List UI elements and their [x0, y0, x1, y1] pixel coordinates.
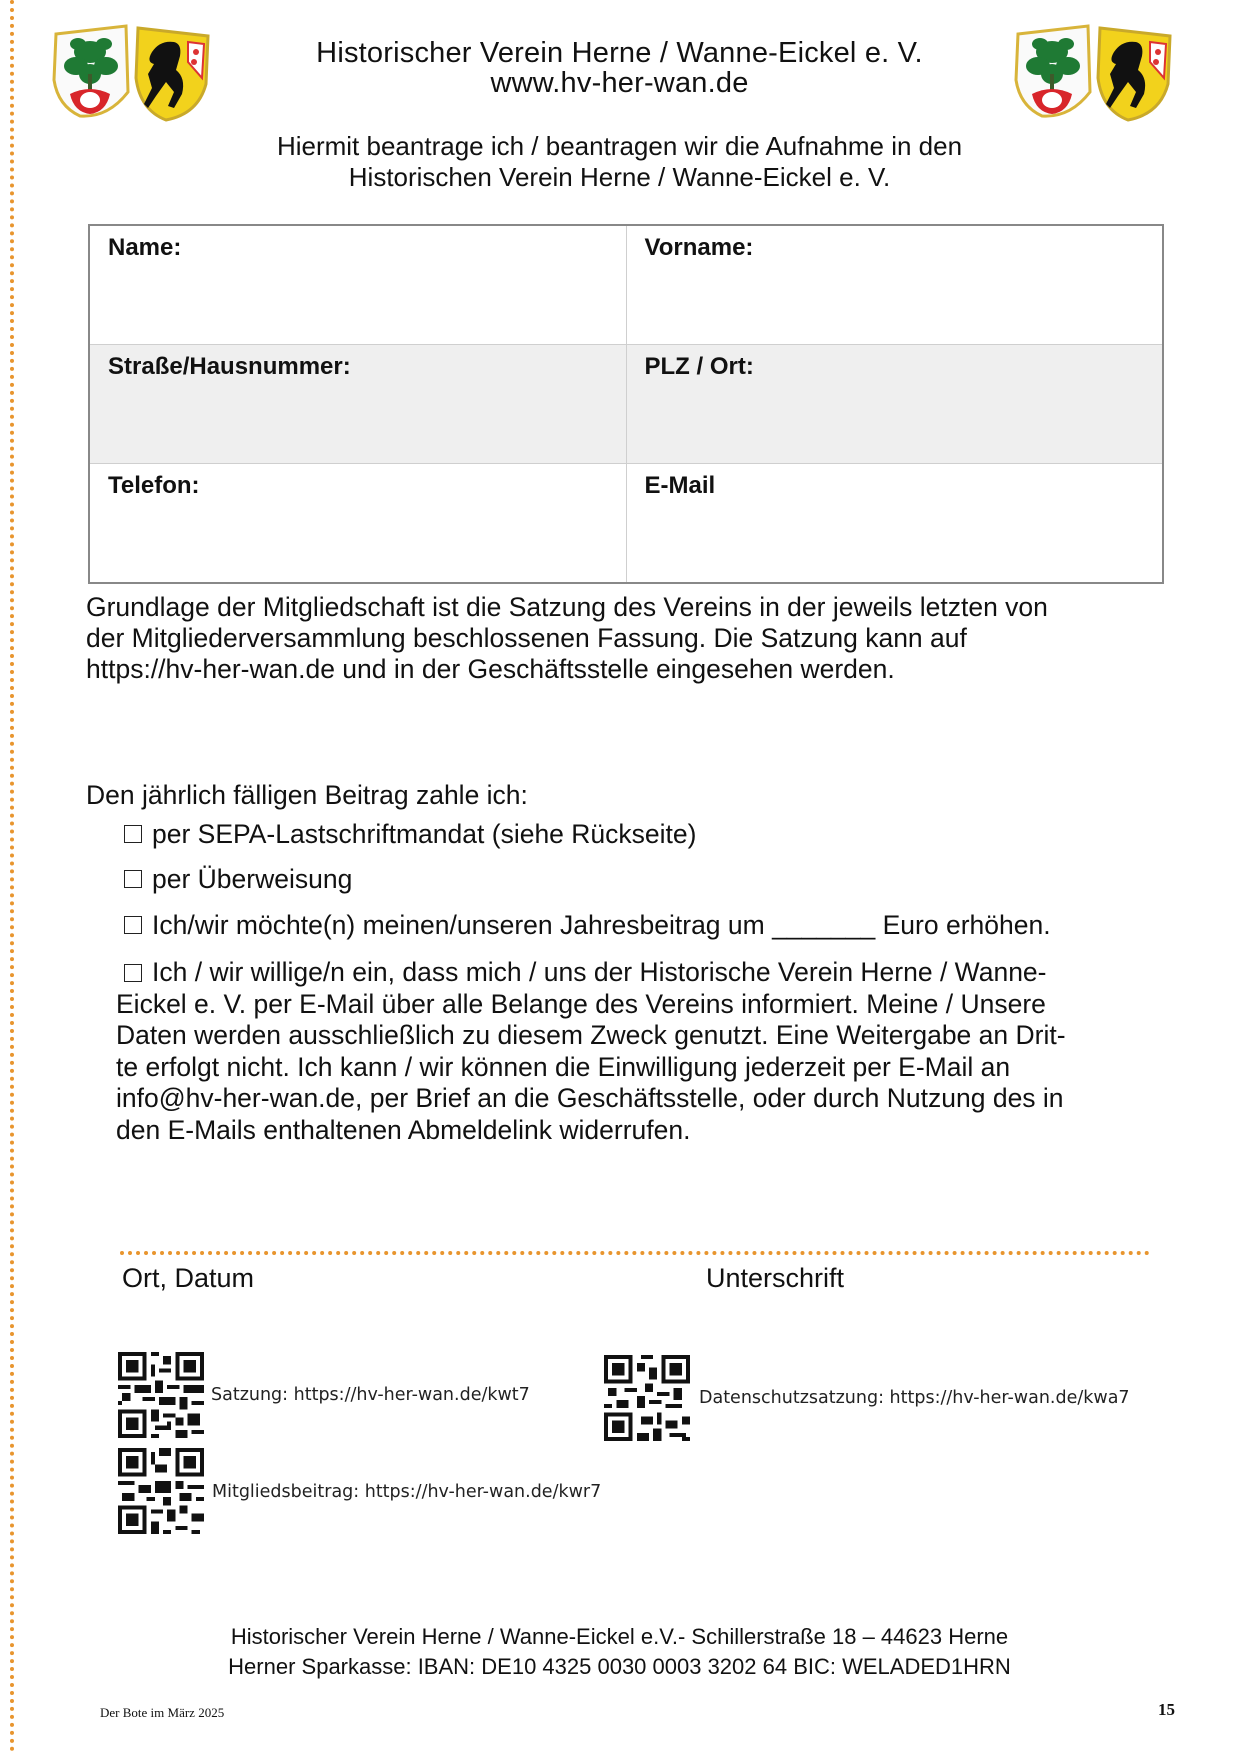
field-label: Telefon:: [108, 472, 200, 499]
signature-dotted-line: [120, 1251, 1150, 1255]
footer-address: Historischer Verein Herne / Wanne-Eickel e.V.- Schillerstraße 18 – 44623 Herne: [230, 1624, 1009, 1649]
street-field[interactable]: [89, 345, 626, 464]
checkbox-icon[interactable]: [124, 964, 142, 982]
phone-field[interactable]: [89, 464, 626, 584]
zip-city-field[interactable]: [626, 345, 1163, 464]
checkbox-icon[interactable]: [124, 870, 142, 888]
payment-option-increase[interactable]: [124, 909, 1051, 941]
qr-link-datenschutz[interactable]: Datenschutzsatzung: https://hv-her-wan.de/kwa7: [699, 1388, 1130, 1408]
form-row-contact: [89, 464, 1163, 584]
checkbox-icon[interactable]: [124, 916, 142, 934]
text-line: Grundlage der Mitgliedschaft ist die Satzung des Vereins in der jeweils letzten von: [86, 592, 1048, 622]
form-row-address: [89, 345, 1163, 464]
page-number: 15: [1158, 1700, 1175, 1719]
consent-line: Daten werden ausschließlich zu diesem Zweck genutzt. Eine Weitergabe an Drit-: [116, 1020, 1066, 1050]
option-label: per Überweisung: [152, 864, 353, 894]
field-label: Straße/Hausnummer:: [108, 353, 351, 380]
qr-link-mitgliedsbeitrag[interactable]: Mitgliedsbeitrag: https://hv-her-wan.de/kwr7: [212, 1482, 602, 1502]
field-label: E-Mail: [644, 472, 716, 499]
qr-link-satzung[interactable]: Satzung: https://hv-her-wan.de/kwt7: [211, 1385, 530, 1405]
consent-line: te erfolgt nicht. Ich kann / wir können die Einwilligung jederzeit per E-Mail an: [116, 1051, 1011, 1082]
field-label: Name:: [108, 234, 182, 261]
email-field[interactable]: [626, 464, 1163, 584]
text-line: der Mitgliederversammlung beschlossenen Fassung. Die Satzung kann auf: [86, 623, 967, 653]
intro-line: Hiermit beantrage ich / beantragen wir die Aufnahme in den: [276, 131, 963, 161]
form-row-name: [89, 225, 1163, 345]
consent-line: info@hv-her-wan.de, per Brief an die Geschäftsstelle, oder durch Nutzung des in: [116, 1083, 1064, 1113]
intro-line: Historischen Verein Herne / Wanne-Eickel e. V.: [348, 162, 891, 192]
qr-code-datenschutz[interactable]: [604, 1355, 690, 1441]
publication-name: Der Bote im März 2025: [100, 1705, 225, 1720]
consent-first-line[interactable]: [116, 957, 1196, 989]
club-website[interactable]: www.hv-her-wan.de: [490, 67, 749, 99]
application-intro: [0, 131, 1239, 193]
checkbox-icon[interactable]: [124, 825, 142, 843]
membership-basis-text: [86, 592, 1186, 685]
consent-line: Ich / wir willige/n ein, dass mich / uns der Historische Verein Herne / Wanne-: [152, 957, 1047, 987]
left-margin-dotted-rule: [10, 0, 14, 1753]
field-label: PLZ / Ort:: [644, 353, 754, 380]
payment-option-transfer[interactable]: [124, 863, 352, 895]
signature-label: Unterschrift: [706, 1263, 845, 1293]
email-consent: [116, 957, 1196, 1146]
first-name-field[interactable]: [626, 225, 1163, 345]
place-date-label: Ort, Datum: [122, 1263, 255, 1293]
consent-line: den E-Mails enthaltenen Abmeldelink widerrufen.: [116, 1114, 691, 1145]
qr-code-satzung[interactable]: [118, 1352, 204, 1438]
field-label: Vorname:: [644, 234, 754, 261]
consent-line: Eickel e. V. per E-Mail über alle Belange des Vereins informiert. Meine / Unsere: [116, 988, 1046, 1019]
option-label: Ich/wir möchte(n) meinen/unseren Jahresbeitrag um _______ Euro erhöhen.: [152, 910, 1051, 940]
member-data-form: [88, 224, 1164, 584]
club-title: Historischer Verein Herne / Wanne-Eickel e. V.: [316, 37, 923, 69]
text-line: https://hv-her-wan.de und in der Geschäftsstelle eingesehen werden.: [86, 654, 895, 684]
option-label: per SEPA-Lastschriftmandat (siehe Rückseite): [152, 819, 697, 849]
payment-option-sepa[interactable]: [124, 818, 696, 850]
footer-bank-details: Herner Sparkasse: IBAN: DE10 4325 0030 0003 3202 64 BIC: WELADED1HRN: [228, 1654, 1011, 1679]
name-field[interactable]: [89, 225, 626, 345]
qr-code-mitgliedsbeitrag[interactable]: [118, 1448, 204, 1534]
payment-heading: Den jährlich fälligen Beitrag zahle ich:: [86, 780, 528, 810]
